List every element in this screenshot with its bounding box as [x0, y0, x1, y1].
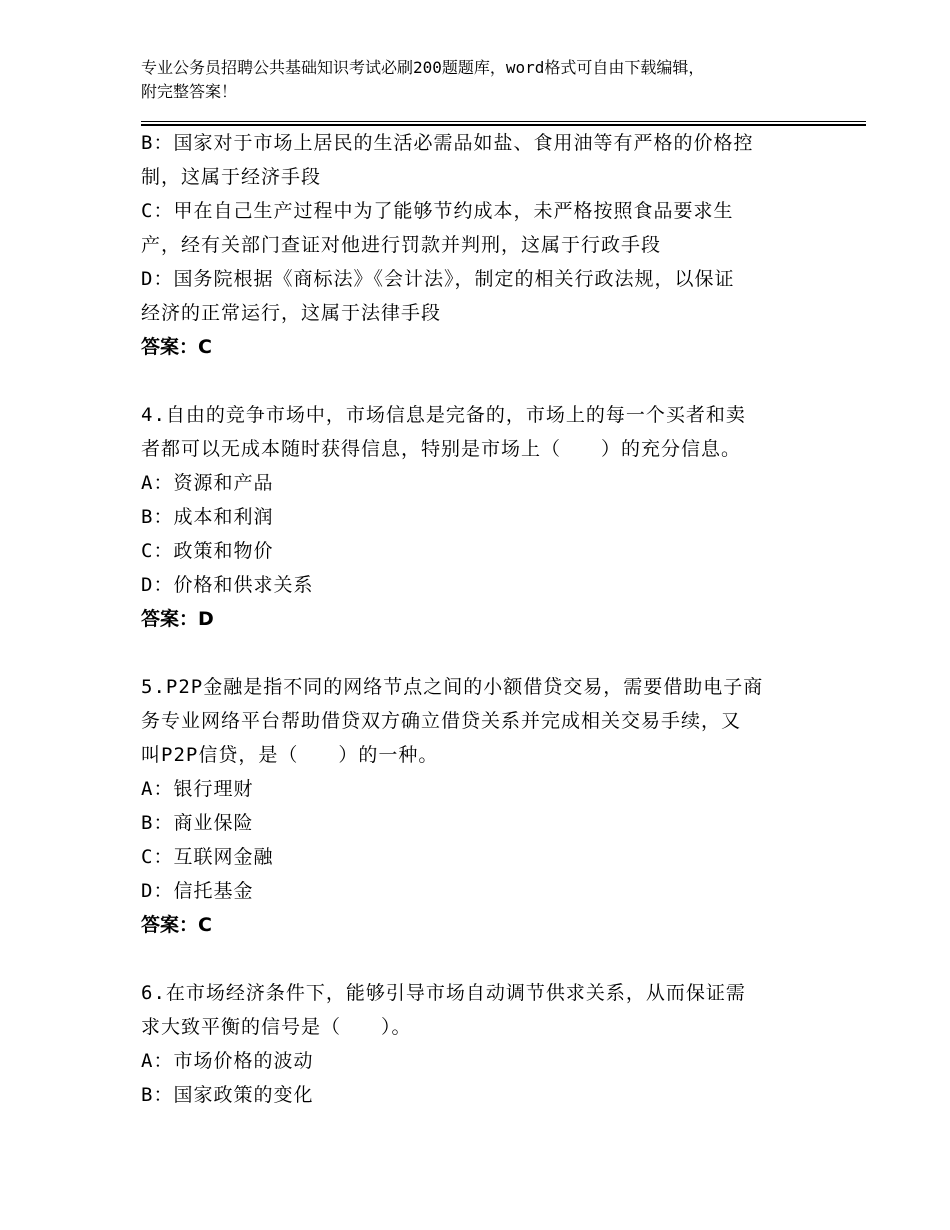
question-6 — [141, 976, 821, 1112]
q3-option-c-line1: C：甲在自己生产过程中为了能够节约成本，未严格按照食品要求生 — [141, 200, 734, 222]
spacer — [141, 942, 821, 976]
q3-option-d-line1: D：国务院根据《商标法》《会计法》，制定的相关行政法规，以保证 — [141, 268, 735, 290]
question-5 — [141, 670, 821, 942]
q5-option-b: B：商业保险 — [141, 812, 254, 834]
header-line-1: 专业公务员招聘公共基础知识考试必刷200题题库，word格式可自由下载编辑， — [141, 58, 705, 77]
q4-option-d: D：价格和供求关系 — [141, 574, 314, 596]
q4-stem-line2: 者都可以无成本随时获得信息，特别是市场上（ ）的充分信息。 — [141, 438, 742, 460]
q6-stem-line1: 6.在市场经济条件下，能够引导市场自动调节供求关系，从而保证需 — [141, 982, 746, 1004]
q5-stem-line3: 叫P2P信贷，是（ ）的一种。 — [141, 744, 439, 766]
q4-option-a: A：资源和产品 — [141, 472, 274, 494]
page-header — [141, 56, 861, 104]
question-3-tail — [141, 126, 821, 364]
q5-option-c: C：互联网金融 — [141, 846, 274, 868]
q5-option-d: D：信托基金 — [141, 880, 254, 902]
header-line-2: 附完整答案！ — [141, 82, 238, 101]
document-body — [141, 126, 821, 1112]
q3-option-d-line2: 经济的正常运行，这属于法律手段 — [141, 302, 442, 324]
question-4 — [141, 398, 821, 636]
header-rule-thin — [141, 121, 866, 122]
q3-answer: 答案：C — [141, 336, 212, 358]
q5-stem-line2: 务专业网络平台帮助借贷双方确立借贷关系并完成相关交易手续，又 — [141, 710, 742, 732]
q3-option-c-line2: 产，经有关部门查证对他进行罚款并判刑，这属于行政手段 — [141, 234, 662, 256]
spacer — [141, 364, 821, 398]
q4-stem-line1: 4.自由的竞争市场中，市场信息是完备的，市场上的每一个买者和卖 — [141, 404, 746, 426]
q5-option-a: A：银行理财 — [141, 778, 254, 800]
q4-answer: 答案：D — [141, 608, 214, 630]
q3-option-b-line1: B：国家对于市场上居民的生活必需品如盐、食用油等有严格的价格控 — [141, 132, 754, 154]
q4-option-b: B：成本和利润 — [141, 506, 274, 528]
q6-option-b: B：国家政策的变化 — [141, 1084, 314, 1106]
q3-option-b-line2: 制，这属于经济手段 — [141, 166, 322, 188]
q6-stem-line2: 求大致平衡的信号是（ ）。 — [141, 1016, 412, 1038]
spacer — [141, 636, 821, 670]
q4-option-c: C：政策和物价 — [141, 540, 274, 562]
q5-stem-line1: 5.P2P金融是指不同的网络节点之间的小额借贷交易，需要借助电子商 — [141, 676, 764, 698]
q5-answer: 答案：C — [141, 914, 212, 936]
q6-option-a: A：市场价格的波动 — [141, 1050, 314, 1072]
